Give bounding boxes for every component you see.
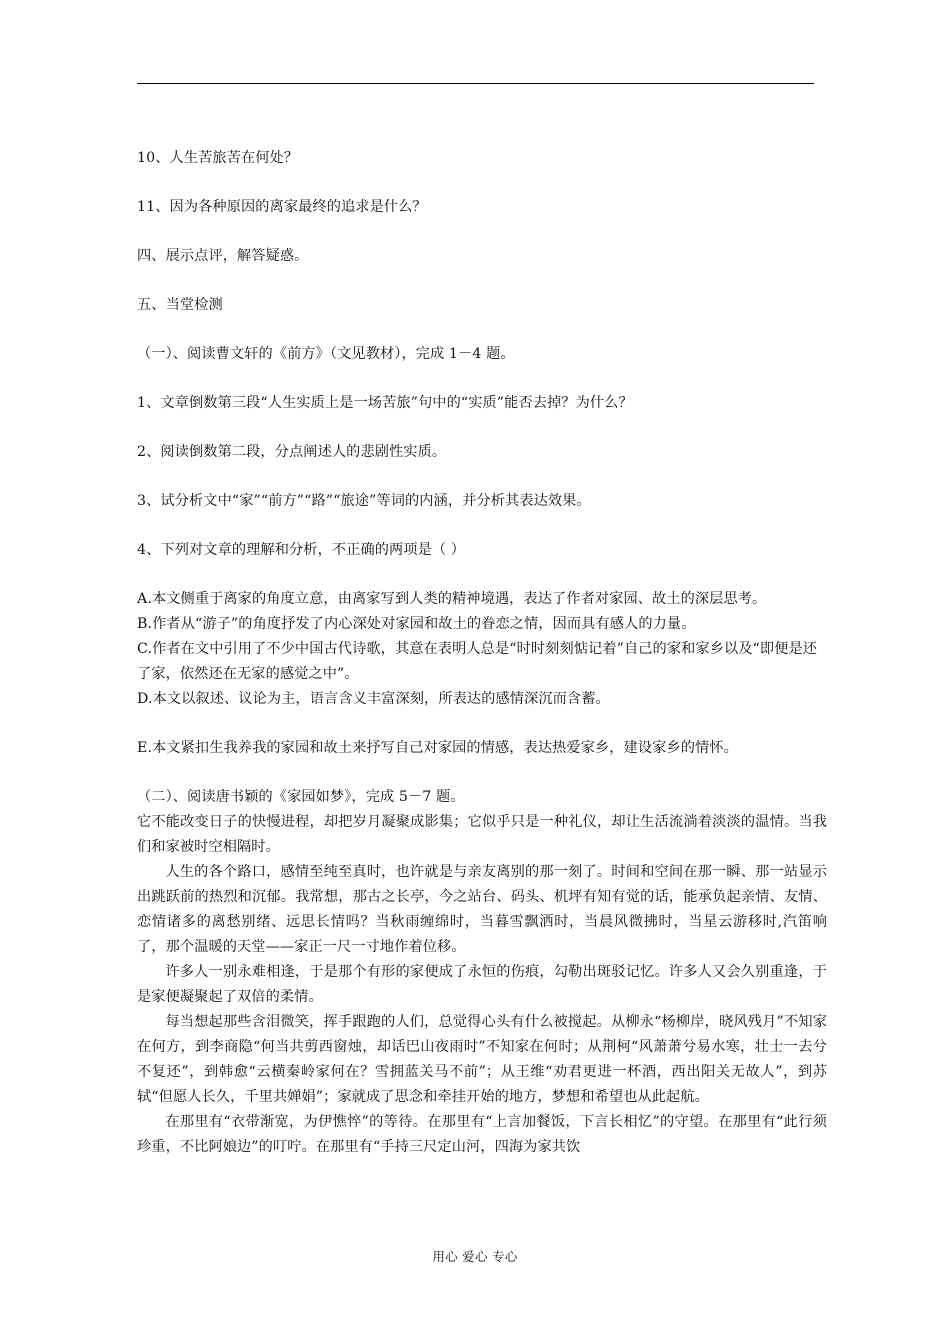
- part-one-question-2: 2、阅读倒数第二段，分点阐述人的悲剧性实质。: [137, 444, 447, 460]
- question-10: 10、人生苦旅苦在何处？: [137, 150, 299, 166]
- option-c: C.作者在文中引用了不少中国古代诗歌，其意在表明人总是“时时刻刻惦记着”自己的家和家乡以及“即便是还了家，依然还在无家的感觉之中”。: [137, 641, 818, 682]
- passage-intro: 它不能改变日子的快慢进程，却把岁月凝聚成影集；它似乎只是一种礼仪，却让生活流淌着淡淡的温情。当我们和家被时空相隔时。: [137, 814, 827, 855]
- option-a: A.本文侧重于离家的角度立意，由离家写到人类的精神境遇，表达了作者对家园、故土的深层思考。: [137, 591, 767, 607]
- part-one-heading: （一）、阅读曹文轩的《前方》（文见教材），完成 1－4 题。: [137, 346, 515, 362]
- section-five-heading: 五、当堂检测: [137, 297, 223, 313]
- question-11: 11、因为各种原因的离家最终的追求是什么？: [137, 199, 427, 215]
- passage-paragraph: 每当想起那些含泪微笑，挥手跟跑的人们，总觉得心头有什么被搅起。从柳永“杨柳岸，晓风残月”不知家在何方，到李商隐“何当共剪西窗烛，却话巴山夜雨时”不知家在何时；从荆柯“风萧萧兮易水寒，壮士一去兮不复还”，到韩愈“云横秦岭家何在？雪拥蓝关马不前”；从王维“劝君更进一杯酒，西出阳关无故人”，到苏轼“但愿人长久，千里共婵娟”；家就成了思念和牵挂开始的地方，梦想和希望也从此起航。: [137, 1014, 827, 1105]
- passage-paragraph: 人生的各个路口，感情至纯至真时，也许就是与亲友离别的那一刻了。时间和空间在那一瞬、那一站显示出跳跃前的热烈和沉郁。我常想，那古之长亭，今之站台、码头、机坪有知有觉的话，能承负起亲情、友情、恋情诸多的离愁别绪、远思长情吗？当秋雨缠绵时，当暮雪飘洒时，当晨风微拂时，当星云游移时,汽笛响了，那个温暖的天堂——家正一尺一寸地作着位移。: [137, 864, 827, 955]
- page-footer: 用心 爱心 专心: [432, 1249, 518, 1264]
- part-one-question-4: 4、下列对文章的理解和分析，不正确的两项是（ ）: [137, 542, 466, 558]
- part-one-question-1: 1、文章倒数第三段“人生实质上是一场苦旅”句中的“实质”能否去掉？为什么？: [137, 395, 633, 411]
- spacer: [137, 712, 827, 736]
- part-two-heading: （二）、阅读唐书颖的《家园如梦》，完成 5－7 题。: [137, 789, 465, 805]
- passage-paragraph: 在那里有“衣带渐宽，为伊憔悴”的等待。在那里有“上言加餐饭，下言长相忆”的守望。在那里有“此行须珍重，不比阿娘边”的叮咛。在那里有“手持三尺定山河，四海为家共饮: [137, 1114, 827, 1155]
- option-b: B.作者从“游子”的角度抒发了内心深处对家园和故土的眷恋之情，因而具有感人的力量。: [137, 616, 696, 632]
- passage-paragraph: 许多人一别永难相逢，于是那个有形的家便成了永恒的伤痕，勾勒出斑驳记忆。许多人又会久别重逢，于是家便凝聚起了双倍的柔情。: [137, 964, 827, 1005]
- option-d: D.本文以叙述、议论为主，语言含义丰富深刻，所表达的感情深沉而含蓄。: [137, 691, 610, 707]
- section-four-heading: 四、展示点评，解答疑惑。: [137, 248, 309, 264]
- part-one-question-3: 3、试分析文中“家”“前方”“路”“旅途”等词的内涵，并分析其表达效果。: [137, 493, 591, 509]
- document-body: [137, 146, 827, 1160]
- option-e: E.本文紧扣生我养我的家园和故土来抒写自己对家园的情感，表达热爱家乡，建设家乡的情怀。: [137, 740, 738, 756]
- header-rule: [137, 83, 814, 84]
